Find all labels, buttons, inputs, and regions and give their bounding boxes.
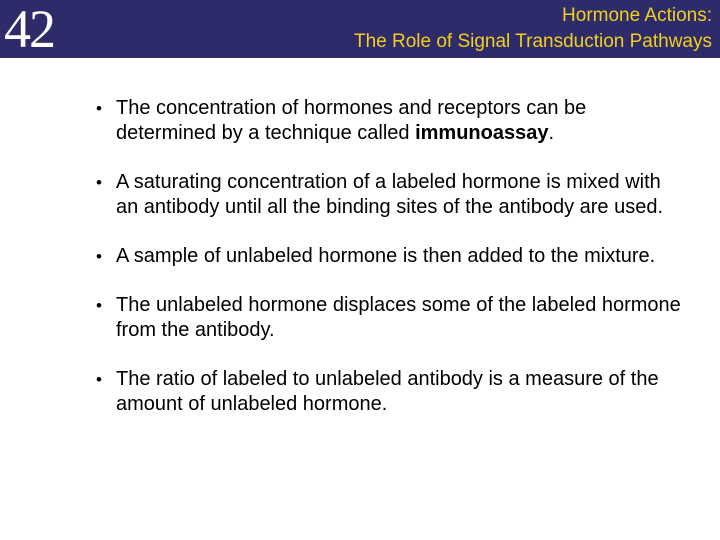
bullet-text: The ratio of labeled to unlabeled antibody is a measure of the amount of unlabeled hormone. (116, 368, 659, 415)
bullet-dot-icon: • (96, 296, 102, 315)
bullet-dot-icon: • (96, 247, 102, 266)
slide-title-line-2: The Role of Signal Transduction Pathways (353, 31, 712, 52)
bullet-text: A saturating concentration of a labeled hormone is mixed with an antibody until all the binding sites of the antibody are used. (116, 171, 664, 218)
bullet-dot-icon: • (96, 370, 102, 389)
bullet-text: A sample of unlabeled hormone is then added to the mixture. (116, 245, 656, 267)
bullet-dot-icon: • (96, 99, 102, 118)
bullet-text: The concentration of hormones and receptors can be determined by a technique called (116, 97, 587, 144)
bold-term: immunoassay (415, 122, 549, 144)
bullet-list (96, 96, 686, 441)
bullet-item (96, 170, 686, 220)
chapter-number: 42 (4, 0, 54, 59)
bullet-item (96, 367, 686, 417)
bullet-item (96, 96, 686, 146)
bullet-text-end: . (548, 122, 555, 144)
slide-title-line-1: Hormone Actions: (562, 5, 712, 26)
bullet-item (96, 293, 686, 343)
slide-header (0, 0, 720, 58)
bullet-dot-icon: • (96, 173, 102, 192)
bullet-text: The unlabeled hormone displaces some of the labeled hormone from the antibody. (116, 294, 681, 341)
bullet-item (96, 244, 686, 269)
